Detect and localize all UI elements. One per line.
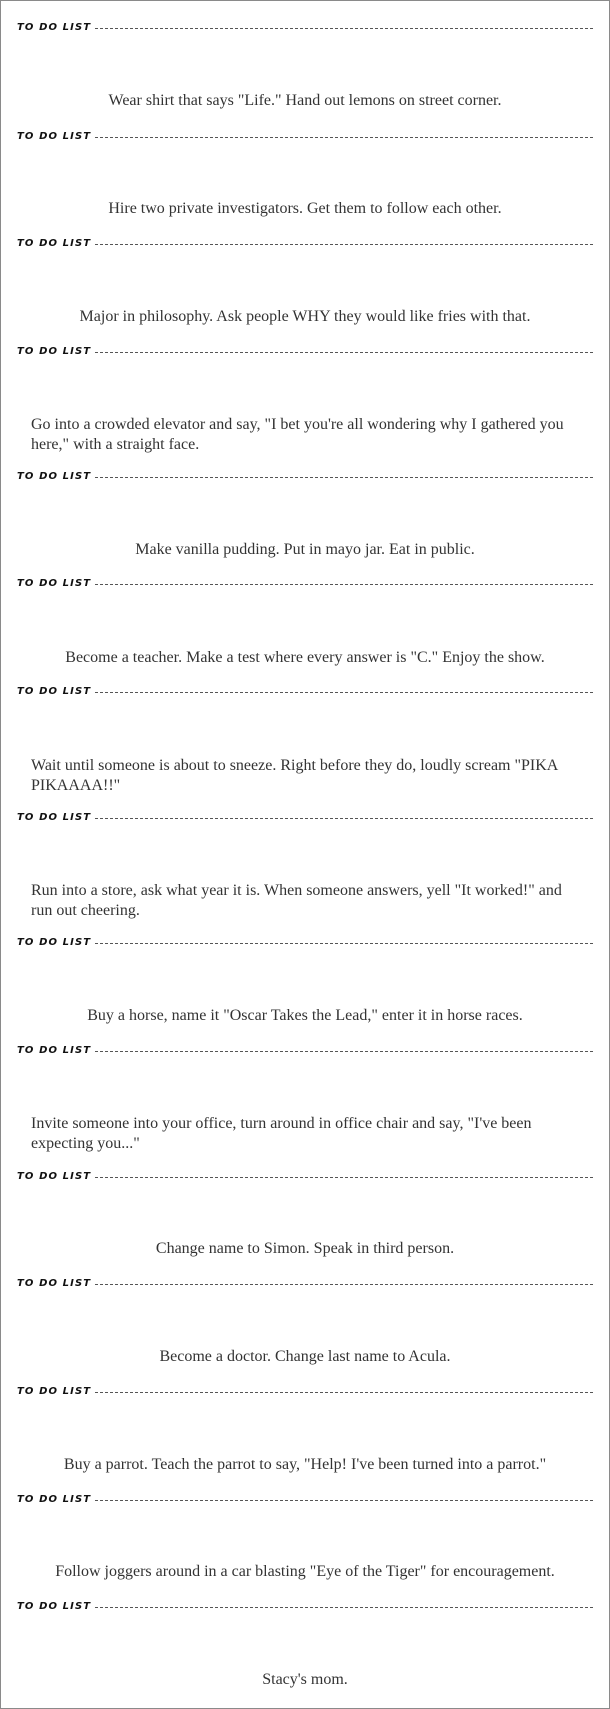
to-do-list-heading: TO DO LIST bbox=[17, 1044, 92, 1056]
to-do-list-heading: TO DO LIST bbox=[17, 470, 92, 482]
to-do-list-header bbox=[17, 341, 593, 361]
dashed-rule bbox=[95, 28, 593, 29]
list-item: Make vanilla pudding. Put in mayo jar. Eat in public. bbox=[135, 541, 475, 558]
to-do-list-heading: TO DO LIST bbox=[17, 1170, 92, 1182]
to-do-list-heading: TO DO LIST bbox=[17, 345, 92, 357]
dashed-rule bbox=[95, 1284, 593, 1285]
to-do-list-heading: TO DO LIST bbox=[17, 1493, 92, 1505]
list-item: Hire two private investigators. Get them to follow each other. bbox=[108, 200, 502, 217]
to-do-list-header bbox=[17, 126, 593, 146]
list-item: Major in philosophy. Ask people WHY they would like fries with that. bbox=[79, 308, 531, 325]
dashed-rule bbox=[95, 1500, 593, 1501]
dashed-rule bbox=[95, 244, 593, 245]
to-do-list-header bbox=[17, 681, 593, 701]
to-do-list-header bbox=[17, 807, 593, 827]
dashed-rule bbox=[95, 1392, 593, 1393]
to-do-list-header bbox=[17, 1596, 593, 1616]
to-do-list-header bbox=[17, 17, 593, 37]
list-item: Stacy's mom. bbox=[262, 1671, 348, 1688]
to-do-list-header bbox=[17, 932, 593, 952]
to-do-list-heading: TO DO LIST bbox=[17, 577, 92, 589]
list-item: Wait until someone is about to sneeze. Right before they do, loudly scream "PIKA PIKAAAA!!" bbox=[31, 757, 558, 794]
to-do-list-heading: TO DO LIST bbox=[17, 685, 92, 697]
to-do-list-heading: TO DO LIST bbox=[17, 1385, 92, 1397]
list-item: Become a doctor. Change last name to Acula. bbox=[159, 1348, 451, 1365]
to-do-list-heading: TO DO LIST bbox=[17, 237, 92, 249]
list-item: Invite someone into your office, turn around in office chair and say, "I've been expecting you..." bbox=[31, 1115, 532, 1152]
list-item: Become a teacher. Make a test where every answer is "C." Enjoy the show. bbox=[65, 649, 545, 666]
list-item: Buy a horse, name it "Oscar Takes the Lead," enter it in horse races. bbox=[87, 1007, 523, 1024]
dashed-rule bbox=[95, 943, 593, 944]
to-do-list-header bbox=[17, 1273, 593, 1293]
dashed-rule bbox=[95, 692, 593, 693]
list-item: Wear shirt that says "Life." Hand out lemons on street corner. bbox=[108, 92, 502, 109]
to-do-list-header bbox=[17, 573, 593, 593]
to-do-list-heading: TO DO LIST bbox=[17, 1277, 92, 1289]
to-do-list-heading: TO DO LIST bbox=[17, 130, 92, 142]
to-do-list-header bbox=[17, 466, 593, 486]
to-do-list-heading: TO DO LIST bbox=[17, 811, 92, 823]
to-do-list-heading: TO DO LIST bbox=[17, 936, 92, 948]
to-do-list-header bbox=[17, 233, 593, 253]
to-do-list-header bbox=[17, 1040, 593, 1060]
dashed-rule bbox=[95, 1177, 593, 1178]
dashed-rule bbox=[95, 1051, 593, 1052]
to-do-list-header bbox=[17, 1166, 593, 1186]
dashed-rule bbox=[95, 584, 593, 585]
list-item: Follow joggers around in a car blasting "Eye of the Tiger" for encouragement. bbox=[55, 1563, 555, 1580]
list-item: Run into a store, ask what year it is. When someone answers, yell "It worked!" and run out cheering. bbox=[31, 882, 562, 919]
to-do-list-heading: TO DO LIST bbox=[17, 1600, 92, 1612]
dashed-rule bbox=[95, 137, 593, 138]
to-do-list-heading: TO DO LIST bbox=[17, 21, 92, 33]
list-item: Go into a crowded elevator and say, "I bet you're all wondering why I gathered you here," with a straight face. bbox=[31, 416, 564, 453]
dashed-rule bbox=[95, 818, 593, 819]
dashed-rule bbox=[95, 1607, 593, 1608]
dashed-rule bbox=[95, 352, 593, 353]
dashed-rule bbox=[95, 477, 593, 478]
to-do-list-header bbox=[17, 1489, 593, 1509]
list-item: Buy a parrot. Teach the parrot to say, "Help! I've been turned into a parrot." bbox=[63, 1456, 547, 1473]
to-do-list-header bbox=[17, 1381, 593, 1401]
list-item: Change name to Simon. Speak in third person. bbox=[155, 1240, 455, 1257]
